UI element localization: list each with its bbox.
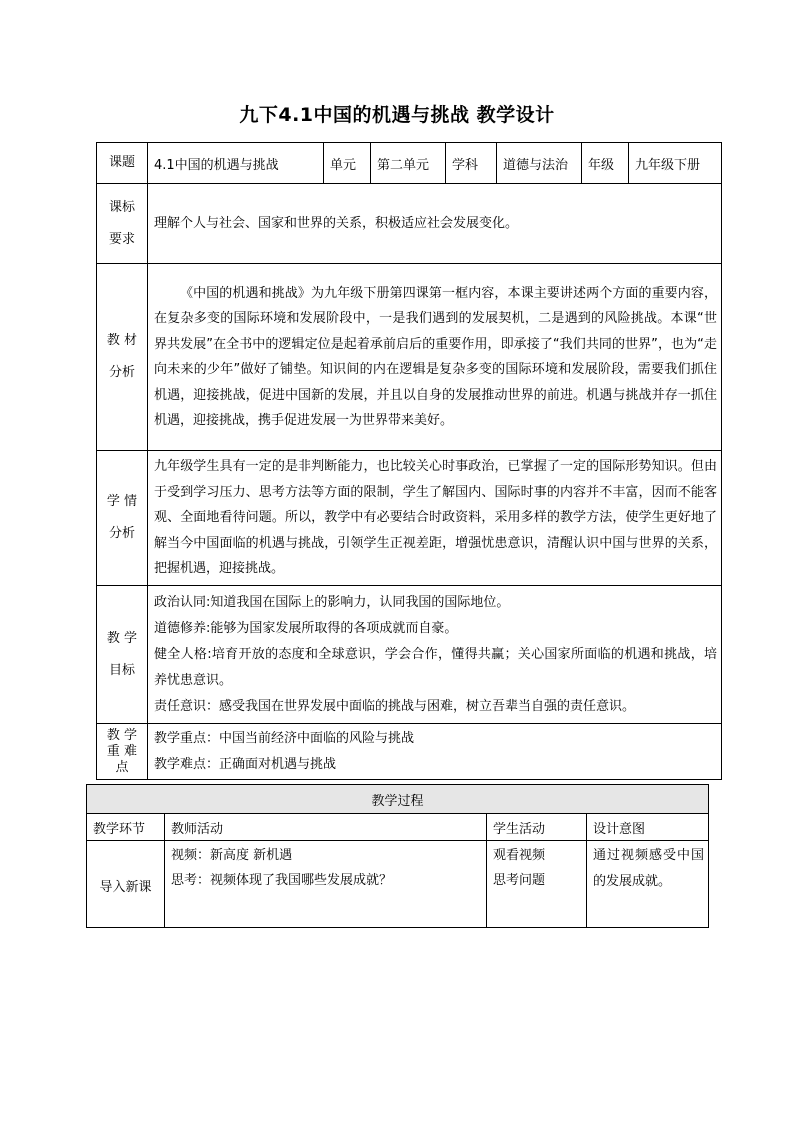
- student-activity-cell: [487, 841, 587, 928]
- goal-item: 健全人格:培育开放的态度和全球意识，学会合作，懂得共赢；关心国家所面临的机遇和挑战，培养忧患意识。: [154, 646, 717, 688]
- column-intent: 设计意图: [587, 814, 709, 841]
- lesson-info-table: [96, 142, 722, 780]
- textbook-label-line-1: 教 材: [106, 333, 138, 348]
- key-focus: 教学重点：中国当前经济中面临的风险与挑战: [154, 730, 415, 746]
- goal-item: 政治认同:知道我国在国际上的影响力，认同我国的国际地位。: [154, 594, 510, 610]
- goal-item: 道德修养:能够为国家发展所取得的各项成就而自豪。: [154, 620, 458, 636]
- subject-label: 学科: [446, 143, 497, 184]
- design-intent-cell: 通过视频感受中国的发展成就。: [587, 841, 709, 928]
- column-stage: 教学环节: [87, 814, 165, 841]
- goals-list: [148, 586, 722, 724]
- student-activity-item: 观看视频: [493, 848, 546, 863]
- process-heading-row: [87, 785, 709, 814]
- key-difficulty: 教学难点：正确面对机遇与挑战: [154, 756, 337, 772]
- goal-item: 责任意识：感受我国在世界发展中面临的挑战与困难，树立吾辈当自强的责任意识。: [154, 698, 636, 714]
- keypoints-label-line-2: 重 难: [106, 743, 138, 759]
- topic-label: 课题: [97, 143, 148, 184]
- textbook-analysis-text: 《中国的机遇和挑战》为九年级下册第四课第一框内容，本课主要讲述两个方面的重要内容，在复杂多变的国际环境和发展阶段中，一是我们遇到的发展契机，二是遇到的风险挑战。本课“世界共发展”在全书中的逻辑定位是起着承前启后的重要作用，即承接了“我们共同的世界”，也为“走向未来的少年”做好了铺垫。知识间的内在逻辑是复杂多变的国际环境和发展阶段，需要我们抓住机遇，迎接挑战，促进中国新的发展，并且以自身的发展推动世界的前进。机遇与挑战并存一抓住机遇，迎接挑战，携手促进发展一为世界带来美好。: [148, 264, 722, 451]
- standards-label: [97, 184, 148, 264]
- students-row: [97, 451, 722, 586]
- students-label-line-2: 分析: [108, 526, 135, 541]
- student-activity-item: 思考问题: [493, 873, 546, 888]
- process-heading: 教学过程: [87, 785, 709, 814]
- standards-label-line-1: 课标: [108, 199, 135, 215]
- goals-label: [97, 586, 148, 724]
- goals-label-line-1: 教 学: [106, 630, 138, 646]
- document-title: 九下4.1中国的机遇与挑战 教学设计: [239, 104, 555, 126]
- students-label: [97, 451, 148, 586]
- teacher-activity-item: 思考：视频体现了我国哪些发展成就？: [171, 873, 393, 888]
- stage-cell: 导入新课: [87, 841, 165, 928]
- standards-label-line-2: 要求: [108, 231, 135, 247]
- topic-value: 4.1中国的机遇与挑战: [148, 143, 324, 184]
- keypoints-label-line-3: 点: [115, 759, 129, 775]
- textbook-label-line-2: 分析: [108, 365, 135, 380]
- process-columns-row: [87, 814, 709, 841]
- column-student: 学生活动: [487, 814, 587, 841]
- keypoints-label-line-1: 教 学: [106, 727, 138, 743]
- keypoints-label: [97, 724, 148, 780]
- unit-value: 第二单元: [371, 143, 446, 184]
- standards-row: [97, 184, 722, 264]
- process-table: [86, 784, 709, 928]
- keypoints-list: [148, 724, 722, 780]
- standards-text: 理解个人与社会、国家和世界的关系，积极适应社会发展变化。: [148, 184, 722, 264]
- textbook-label: [97, 264, 148, 451]
- header-row: [97, 143, 722, 184]
- keypoints-row: [97, 724, 722, 780]
- grade-label: 年级: [582, 143, 629, 184]
- column-teacher: 教师活动: [165, 814, 487, 841]
- goals-row: [97, 586, 722, 724]
- students-label-line-1: 学 情: [106, 494, 138, 509]
- teacher-activity-item: 视频：新高度 新机遇: [171, 848, 293, 863]
- teacher-activity-cell: [165, 841, 487, 928]
- textbook-row: [97, 264, 722, 451]
- goals-label-line-2: 目标: [108, 662, 135, 678]
- process-row: [87, 841, 709, 928]
- subject-value: 道德与法治: [497, 143, 582, 184]
- students-analysis-text: 九年级学生具有一定的是非判断能力，也比较关心时事政治，已掌握了一定的国际形势知识。但由于受到学习压力、思考方法等方面的限制，学生了解国内、国际时事的内容并不丰富，因而不能客观、全面地看待问题。所以，教学中有必要结合时政资料，采用多样的教学方法，使学生更好地了解当今中国面临的机遇与挑战，引领学生正视差距，增强忧患意识，清醒认识中国与世界的关系，把握机遇，迎接挑战。: [148, 451, 722, 586]
- unit-label: 单元: [324, 143, 371, 184]
- grade-value: 九年级下册: [629, 143, 722, 184]
